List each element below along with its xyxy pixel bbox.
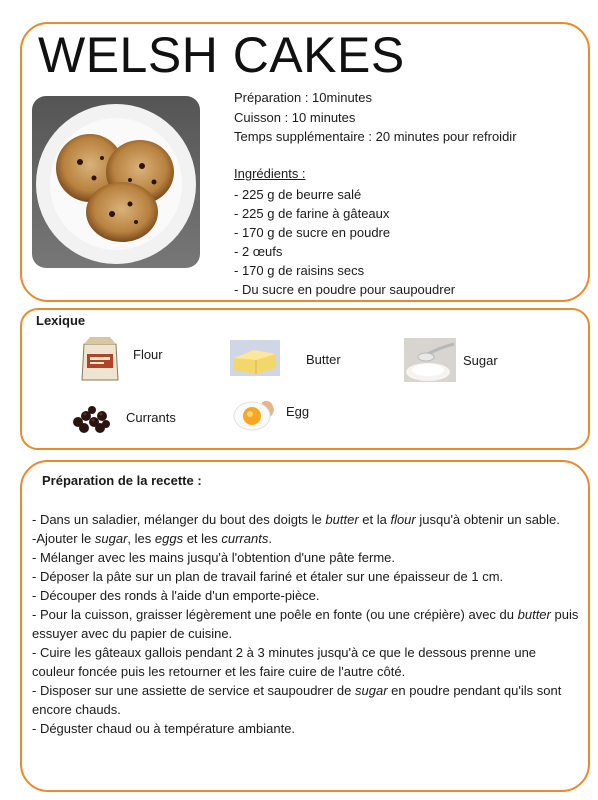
egg-icon: [232, 394, 276, 432]
recipe-title: WELSH CAKES: [38, 27, 405, 83]
flour-bag-icon: [78, 334, 122, 382]
ingredients-list: [234, 185, 455, 299]
ingredient-item: - 170 g de sucre en poudre: [234, 225, 391, 240]
sugar-icon: [404, 338, 456, 382]
cook-time: Cuisson : 10 minutes: [234, 109, 356, 125]
lexique-egg: Egg: [286, 404, 310, 419]
extra-time: Temps supplémentaire : 20 minutes pour refroidir: [234, 129, 517, 144]
butter-icon: [230, 340, 280, 376]
lexique-sugar: Sugar: [463, 353, 498, 368]
step-7: - Cuire les gâteaux gallois pendant 2 à 3 minutes jusqu'à ce que le dessous prenne une couleur foncée puis les retourner et les faire cuire de l'autre côté.: [32, 645, 537, 679]
step-5: - Découper des ronds à l'aide d'un emporte-pièce.: [32, 588, 320, 603]
lexique-heading: Lexique: [36, 313, 86, 328]
step-2: -Ajouter le sugar, les eggs et les currants.: [32, 531, 272, 546]
ingredient-item: - 2 œufs: [234, 244, 283, 259]
prep-time: Préparation : 10minutes: [234, 90, 373, 105]
ingredient-item: - 225 g de beurre salé: [234, 187, 362, 202]
step-1: - Dans un saladier, mélanger du bout des doigts le butter et la flour jusqu'à obtenir un sable.: [32, 512, 560, 527]
lexique-flour: Flour: [133, 347, 163, 362]
step-4: - Déposer la pâte sur un plan de travail fariné et étaler sur une épaisseur de 1 cm.: [32, 569, 504, 584]
step-8: - Disposer sur une assiette de service et saupoudrer de sugar en poudre pendant qu'ils sont encore chauds.: [32, 683, 562, 717]
step-6: - Pour la cuisson, graisser légèrement une poêle en fonte (ou une crépière) avec du butter puis essuyer avec du papier de cuisine.: [32, 607, 579, 641]
welsh-cakes-photo: [32, 96, 200, 268]
preparation-steps: [32, 510, 580, 738]
currants-icon: [70, 402, 112, 436]
lexique-currants: Currants: [126, 410, 176, 425]
ingredient-item: - 225 g de farine à gâteaux: [234, 206, 390, 221]
timing-info: [234, 88, 517, 147]
preparation-heading: Préparation de la recette :: [42, 473, 202, 488]
ingredients-heading: Ingrédients :: [234, 166, 306, 181]
step-9: - Déguster chaud ou à température ambiante.: [32, 721, 296, 736]
lexique-butter: Butter: [306, 352, 341, 367]
step-3: - Mélanger avec les mains jusqu'à l'obtention d'une pâte ferme.: [32, 550, 395, 565]
ingredient-item: - Du sucre en poudre pour saupoudrer: [234, 282, 456, 297]
ingredient-item: - 170 g de raisins secs: [234, 263, 365, 278]
